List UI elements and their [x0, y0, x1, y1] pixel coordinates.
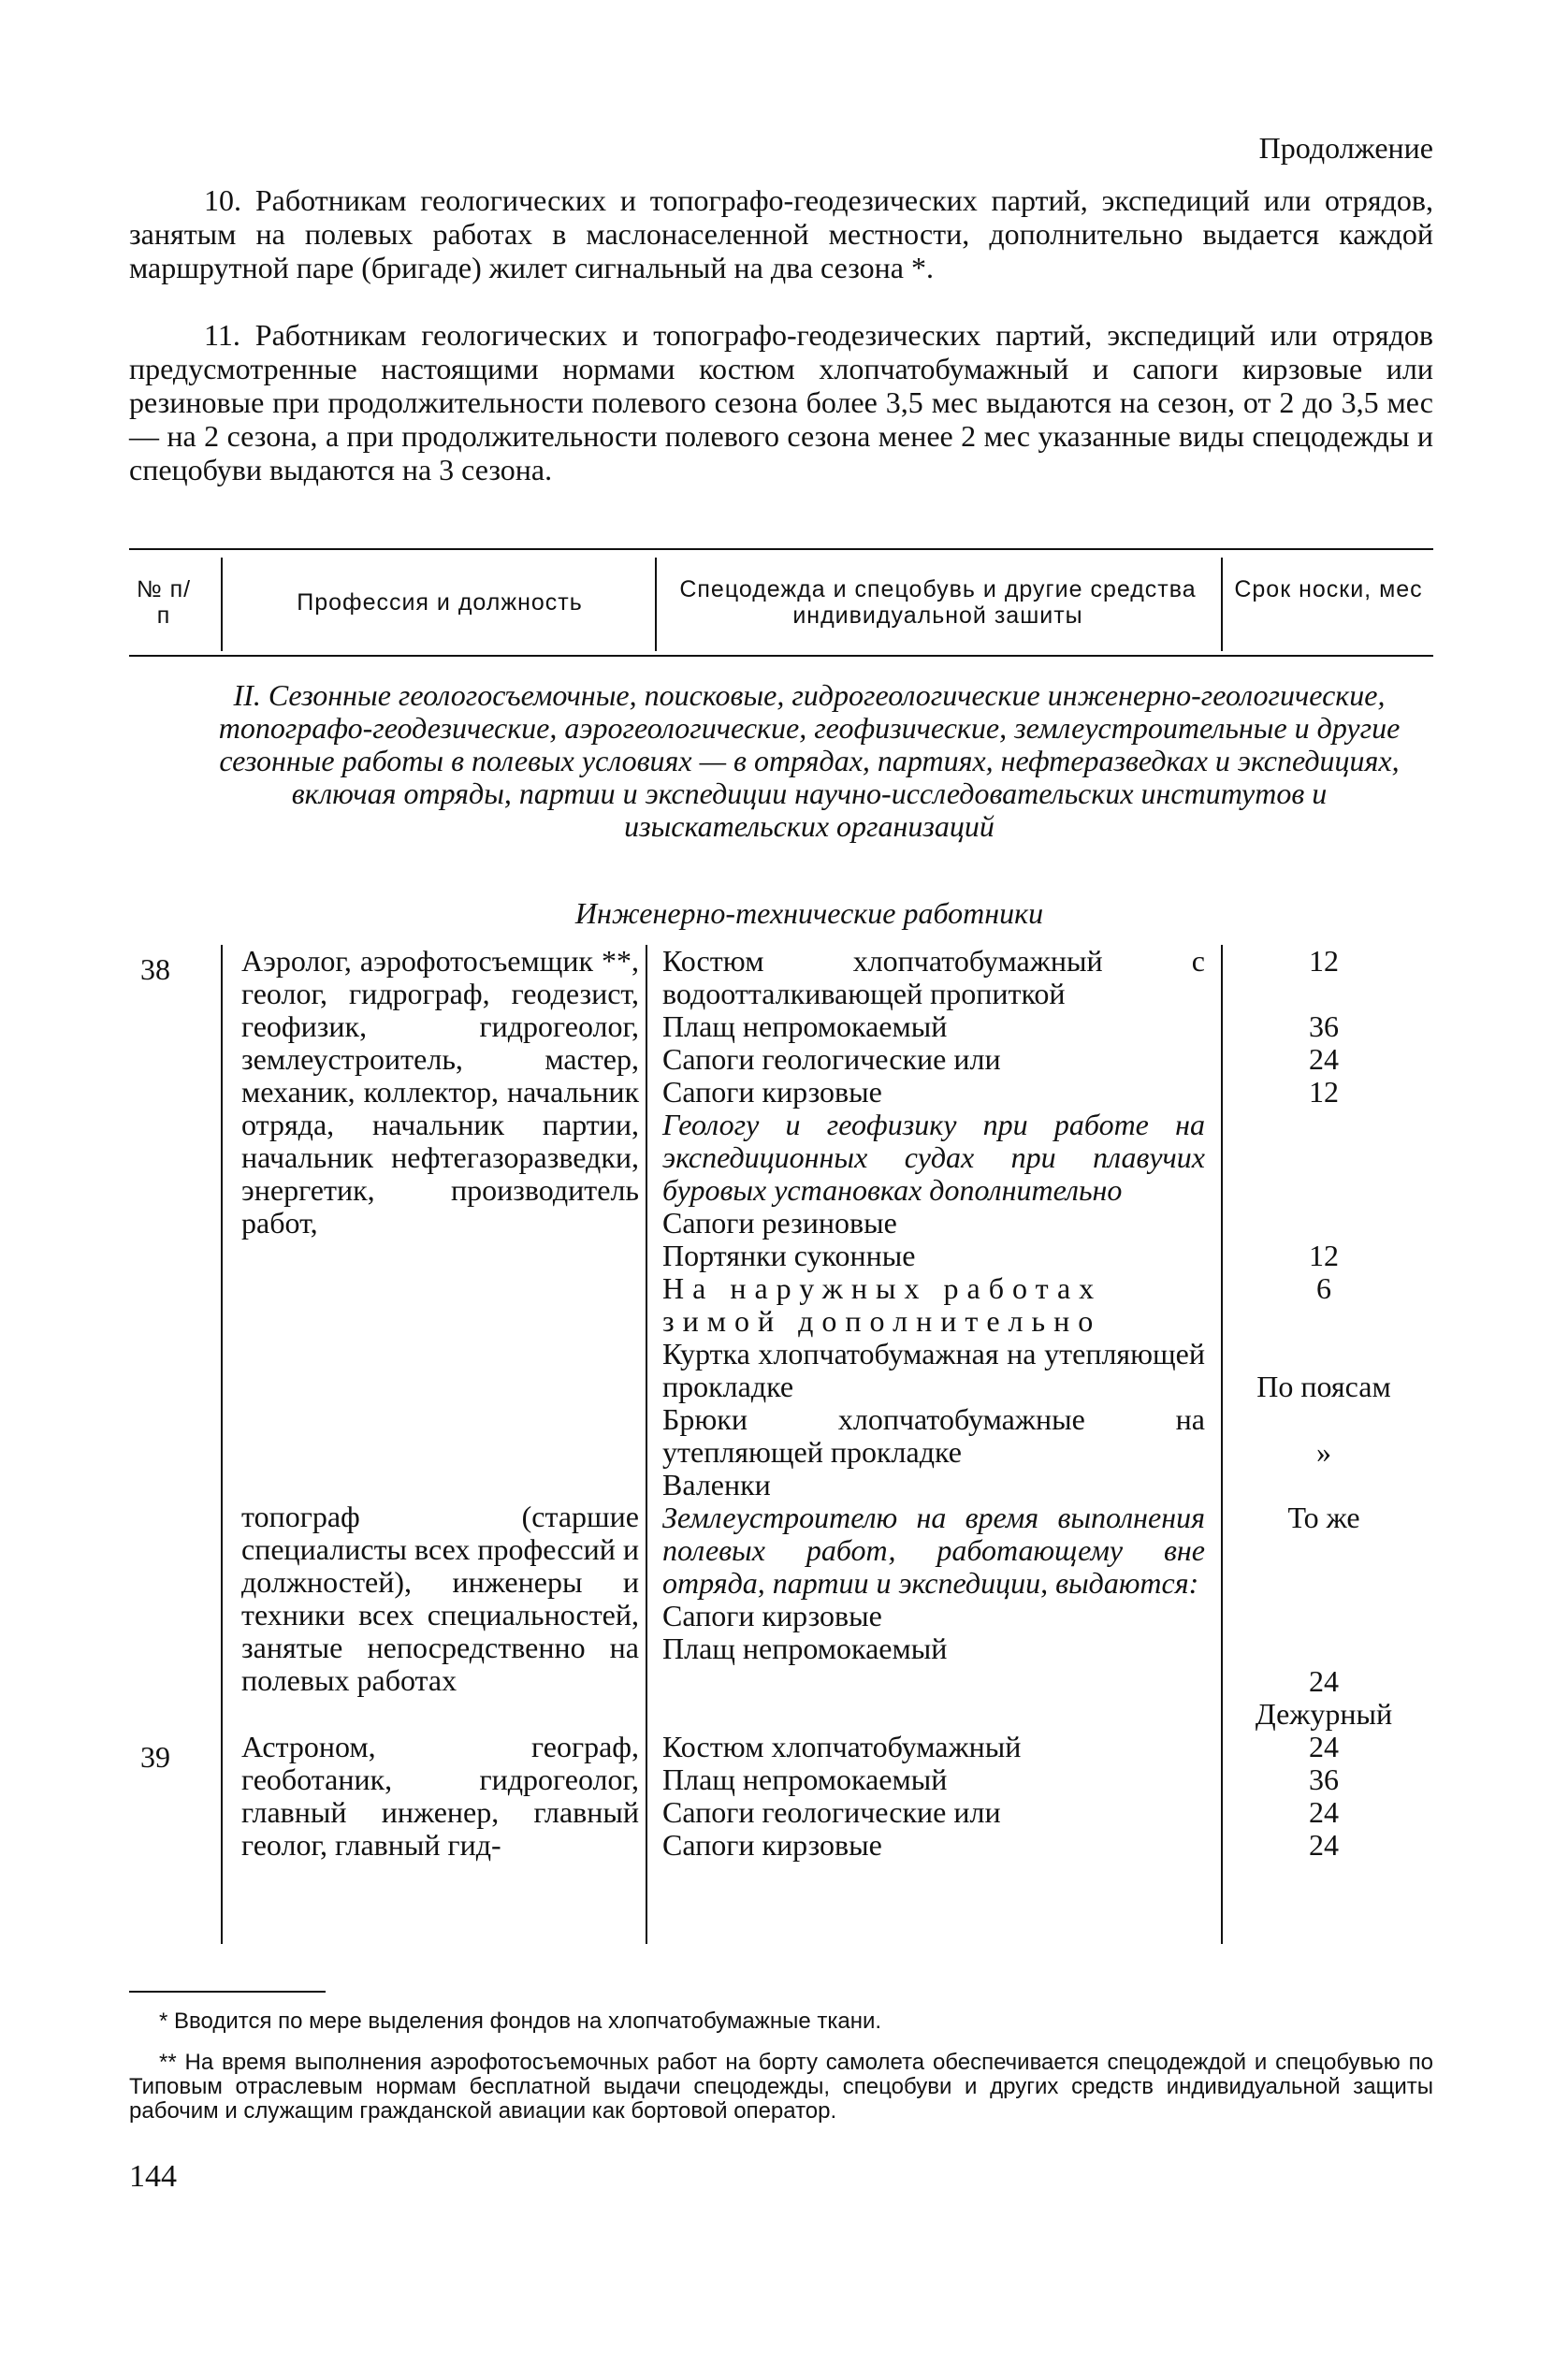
list-item: Геологу и геофизику при работе на экспедиционных судах при плавучих буровых установках дополнительно — [662, 1108, 1205, 1207]
subsection-title: Инженерно-технические работники — [574, 896, 1044, 930]
list-item: Куртка хлопчатобумажная на утепляющей прокладке — [662, 1337, 1205, 1403]
paragraph-11: 11. Работникам геологических и топографо-геодезических партий, экспедиций или отрядов предусмотренные настоящими нормами костюм хлопчатобумажный и сапоги кирзовые или резиновые при продолжительности полевого сезона более 3,5 мес выдаются на сезон, от 2 до 3,5 мес — на 2 сезона, а при продолжительности полевого сезона менее 2 мес указанные виды спецодежды и спецобуви выдаются на 3 сезона. — [129, 318, 1433, 486]
term-value: 36 — [1309, 1762, 1339, 1796]
row38-items — [662, 945, 1205, 1665]
header-divider-3 — [1221, 558, 1223, 651]
term-value: » — [1316, 1435, 1331, 1469]
row38-term-5 — [1221, 1436, 1427, 1469]
row38-term-2 — [1221, 1010, 1427, 1109]
list-item: Сапоги резиновые — [662, 1206, 897, 1240]
list-item: Костюм хлопчатобумажный с водоотталкивающей пропиткой — [662, 944, 1205, 1010]
list-item: Сапоги кирзовые — [662, 1599, 882, 1632]
list-item: Плащ непромокаемый — [662, 1632, 948, 1665]
list-item: Портянки суконные — [662, 1239, 916, 1272]
body-divider-2 — [646, 945, 647, 1944]
body-divider-1 — [221, 945, 223, 1944]
header-term: Срок носки, мес — [1234, 576, 1423, 602]
continuation-label: Продолжение — [1258, 131, 1433, 165]
term-value: 36 — [1309, 1009, 1339, 1043]
row39-profession: Астроном, географ, геоботаник, гидрогеолог, главный инженер, главный геолог, главный гид- — [241, 1730, 639, 1862]
list-item: Костюм хлопчатобумажный — [662, 1730, 1022, 1763]
footnote-2: ** На время выполнения аэрофотосъемочных работ на борту самолета обеспечивается спецодеждой и спецобувью по Типовым отраслевым нормам бесплатной выдачи спецодежды, спецобуви и других средств индивидуальной защиты рабочим и служащим гражданской авиации как бортовой оператор. — [129, 2050, 1433, 2124]
paragraph-10: 10. Работникам геологических и топографо-геодезических партий, экспедиций или отрядов, занятым на полевых работах в маслонаселенной местности, дополнительно выдается каждой маршрутной паре (бригаде) жилет сигнальный на два сезона *. — [129, 183, 1433, 284]
header-divider-2 — [655, 558, 657, 651]
table-header-rule — [129, 655, 1433, 657]
row-number-38: 38 — [140, 952, 170, 986]
list-item: Сапоги геологические или — [662, 1795, 1001, 1829]
list-item: На наружных работах зимой дополнительно — [662, 1271, 1103, 1338]
footnote-1: * Вводится по мере выделения фондов на хлопчатобумажные ткани. — [159, 2009, 882, 2034]
row38-term-3 — [1221, 1240, 1427, 1305]
term-value: 24 — [1309, 1664, 1339, 1698]
header-profession: Профессия и должность — [297, 589, 583, 616]
section-title: II. Сезонные геологосъемочные, поисковые, гидрогеологические инженерно-геологические, топографо-геодезические, аэрогеологические, геофизические, землеустроительные и другие сезонные работы в полевых условиях — в отрядах, партиях, нефтеразведках и экспедициях, включая отряды, партии и экспедиции научно-исследовательских институтов и изыскательских организаций — [218, 678, 1401, 843]
row38-term-7 — [1221, 1665, 1427, 1731]
row38-term-6 — [1221, 1501, 1427, 1534]
list-item: Сапоги кирзовые — [662, 1828, 882, 1862]
row39-terms — [1221, 1731, 1427, 1862]
term-value: То же — [1287, 1501, 1360, 1534]
row38-profession-b: топограф (старшие специалисты всех профессий и должностей), инженеры и техники всех специальностей, занятые непосредственно на полевых работах — [241, 1500, 639, 1697]
list-item: Плащ непромокаемый — [662, 1009, 948, 1043]
row38-term-1 — [1221, 945, 1427, 978]
row38-term-4 — [1221, 1371, 1427, 1403]
list-item: Брюки хлопчатобумажные на утепляющей прокладке — [662, 1402, 1205, 1469]
term-value: 6 — [1316, 1271, 1331, 1305]
header-items: Спецодежда и спецобувь и другие средства индивидуальной зашиты — [679, 576, 1197, 629]
row-number-39: 39 — [140, 1740, 170, 1774]
term-value: 12 — [1309, 944, 1339, 978]
term-value: 12 — [1309, 1075, 1339, 1109]
list-item: Валенки — [662, 1468, 771, 1501]
list-item: Плащ непромокаемый — [662, 1762, 948, 1796]
header-num: № п/п — [136, 576, 192, 629]
term-value: По поясам — [1256, 1370, 1391, 1403]
term-value: 12 — [1309, 1239, 1339, 1272]
list-item: Сапоги кирзовые — [662, 1075, 882, 1109]
term-value: 24 — [1309, 1828, 1339, 1862]
header-divider-1 — [221, 558, 223, 651]
list-item: Сапоги геологические или — [662, 1042, 1001, 1076]
term-value: 24 — [1309, 1042, 1339, 1076]
list-item: Землеустроителю на время выполнения полевых работ, работающему вне отряда, партии и экспедиции, выдаются: — [662, 1501, 1205, 1600]
term-value: Дежурный — [1255, 1697, 1393, 1731]
table-top-rule — [129, 548, 1433, 550]
row38-profession-a: Аэролог, аэрофотосъемщик **, геолог, гидрограф, геодезист, геофизик, гидрогеолог, землеустроитель, мастер, механик, коллектор, начальник отряда, начальник партии, начальник нефтегазоразведки, энергетик, производитель работ, — [241, 944, 639, 1240]
page-number: 144 — [129, 2159, 177, 2194]
term-value: 24 — [1309, 1730, 1339, 1763]
row39-items — [662, 1731, 1205, 1862]
footnote-rule — [129, 1991, 326, 1993]
term-value: 24 — [1309, 1795, 1339, 1829]
